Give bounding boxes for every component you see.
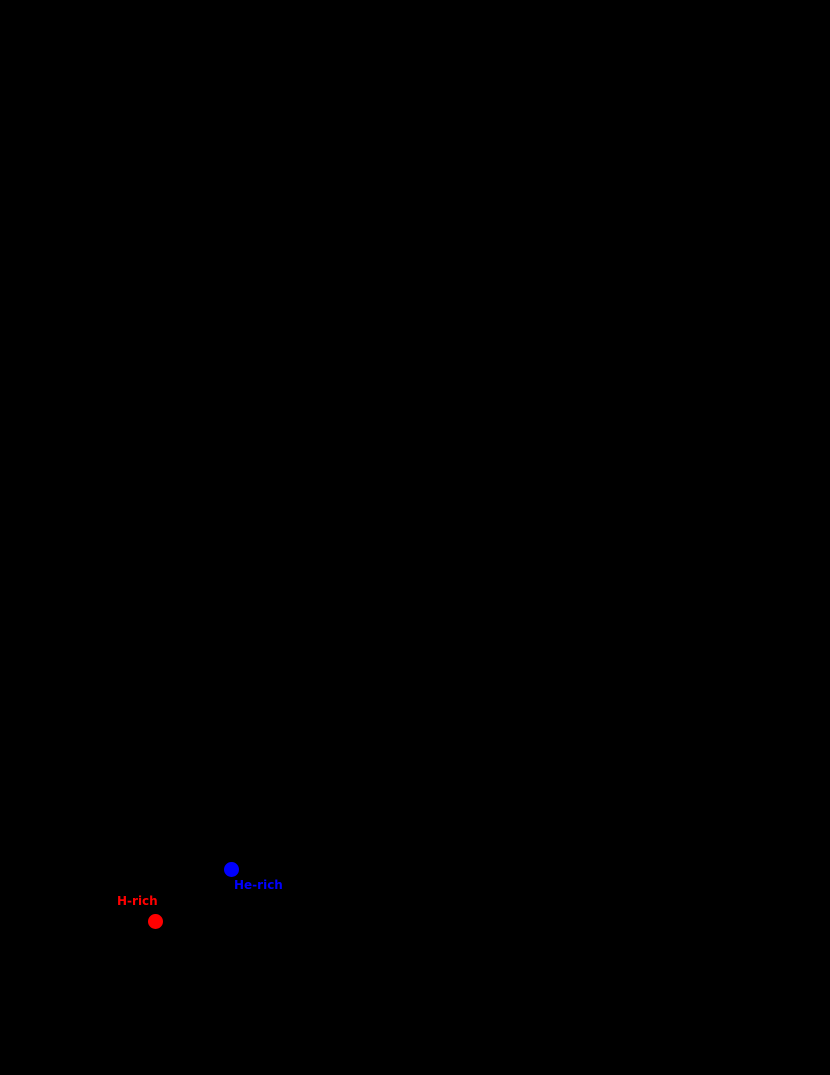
he-rich-scatter-point <box>224 862 239 877</box>
h-rich-scatter-point <box>148 914 163 929</box>
he-rich-label: He-rich <box>234 878 283 892</box>
h-rich-label: H-rich <box>117 894 158 908</box>
